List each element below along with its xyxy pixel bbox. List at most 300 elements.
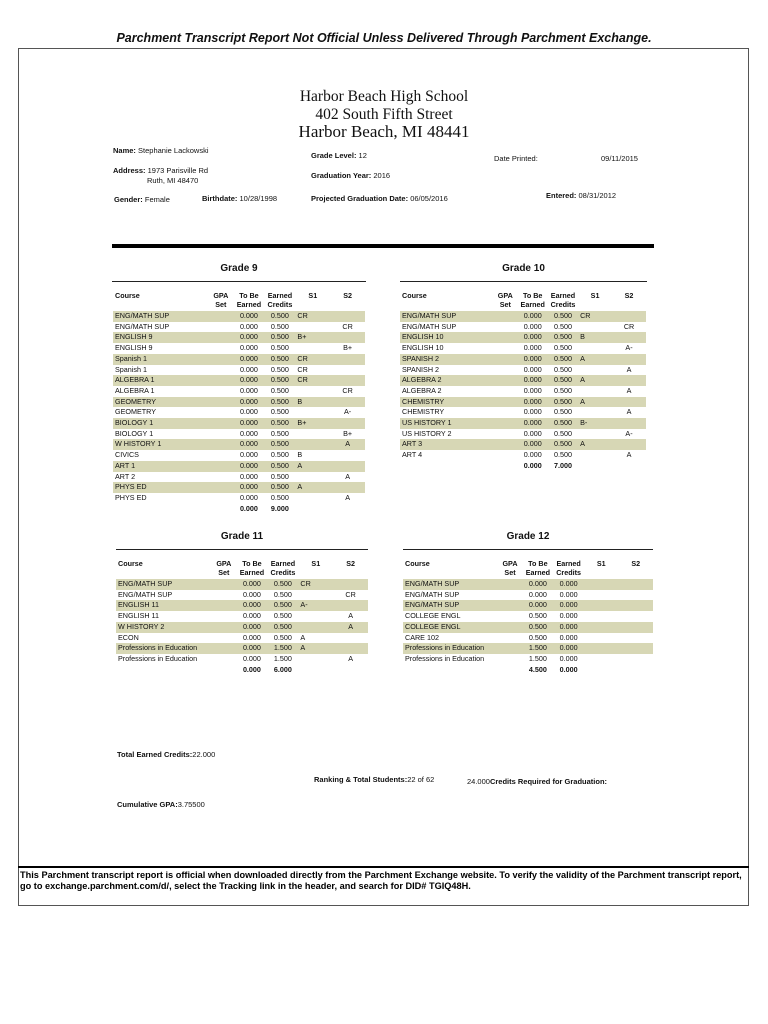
- address-line-1: 1973 Parisville Rd: [147, 166, 209, 175]
- to-be-earned-cell: 0.000: [518, 311, 548, 322]
- s1-grade-cell: [578, 450, 612, 461]
- col-gpa-set-header-text: Set: [499, 299, 511, 309]
- earned-credits-cell: 0.500: [270, 364, 289, 374]
- to-be-earned-cell: 0.000: [236, 622, 267, 633]
- s2-grade-cell: [612, 418, 646, 429]
- s2-grade-cell: [330, 354, 365, 365]
- gpa-set-cell: [211, 643, 236, 654]
- totals-blank: [612, 461, 646, 472]
- ranking-value: 22 of 62: [407, 775, 435, 784]
- gpa-set-cell: [208, 322, 233, 333]
- col-to-be-earned-header-text: To Be: [239, 291, 259, 300]
- gpa-set-cell: [493, 354, 518, 365]
- graduation-year-value: 2016: [373, 171, 391, 180]
- earned-credits-cell: 0.500: [548, 375, 578, 386]
- total-earned-value: 22.000: [192, 750, 216, 759]
- table-row: [113, 386, 365, 397]
- earned-credits-cell: 0.500: [264, 375, 295, 386]
- to-be-earned-cell: 0.000: [239, 321, 258, 331]
- to-be-earned-cell: 0.500: [523, 622, 554, 633]
- s2-grade-cell: [330, 397, 365, 408]
- course-cell: ART 4: [402, 450, 423, 460]
- totals-blank: [211, 665, 236, 676]
- totals-blank: [330, 504, 365, 515]
- col-gpa-set-header: [493, 292, 518, 311]
- student-address: [113, 166, 208, 176]
- total-earned-label: Total Earned Credits:: [117, 750, 193, 759]
- s2-grade-cell: B+: [343, 428, 353, 438]
- to-be-earned-cell: 0.000: [236, 600, 267, 611]
- to-be-earned-cell: 0.000: [236, 643, 267, 654]
- course-cell: Professions in Education: [405, 653, 485, 663]
- s2-grade-cell: [619, 654, 654, 665]
- to-be-earned-cell: 0.000: [242, 653, 261, 663]
- gpa-set-cell: [211, 633, 236, 644]
- col-gpa-set-header-text: GPA: [502, 559, 518, 568]
- col-to-be-earned-header-text: To Be: [528, 559, 548, 568]
- table-row: [113, 332, 365, 343]
- col-gpa-set-header-text: GPA: [497, 291, 513, 300]
- to-be-earned-cell: 0.000: [518, 332, 548, 343]
- course-cell: GEOMETRY: [115, 407, 157, 417]
- gpa-set-cell: [208, 375, 233, 386]
- gpa-set-cell: [211, 590, 236, 601]
- gpa-set-cell: [211, 600, 236, 611]
- s1-grade-cell: [295, 386, 330, 397]
- table-row: [113, 397, 365, 408]
- table-row: [116, 611, 368, 622]
- earned-credits-cell: 0.000: [559, 653, 578, 663]
- to-be-earned-cell: 0.000: [239, 364, 258, 374]
- course-cell: BIOLOGY 1: [113, 418, 208, 429]
- col-earned-credits-header-text: Credits: [270, 567, 296, 577]
- earned-credits-cell: 0.500: [273, 589, 292, 599]
- table-row: [400, 407, 646, 418]
- s1-grade-cell: [584, 579, 619, 590]
- col-to-be-earned-header: [523, 560, 554, 579]
- s2-grade-cell: CR: [342, 385, 353, 395]
- course-cell: ENG/MATH SUP: [403, 600, 498, 611]
- col-earned-credits-header: [548, 292, 578, 311]
- s2-grade-cell: A: [626, 385, 632, 395]
- earned-credits-cell: 0.500: [264, 461, 295, 472]
- date-printed-label: Date Printed:: [494, 154, 538, 163]
- totals-blank: [208, 504, 233, 515]
- s2-grade-cell: [619, 600, 654, 611]
- totals-blank: [333, 665, 368, 676]
- gpa-set-cell: [493, 386, 518, 397]
- to-be-earned-cell: 0.500: [528, 611, 547, 621]
- gpa-set-cell: [493, 375, 518, 386]
- table-row: [403, 590, 653, 601]
- totals-blank: [116, 665, 211, 676]
- col-course-header: [113, 292, 208, 311]
- totals-blank: [498, 665, 523, 676]
- totals-blank: [619, 665, 654, 676]
- to-be-earned-cell: 0.000: [233, 354, 264, 365]
- gpa-set-cell: [493, 429, 518, 440]
- totals-row: [113, 504, 365, 515]
- earned-credits-cell: 0.500: [553, 450, 572, 460]
- s1-grade-cell: [295, 343, 330, 354]
- col-gpa-set-header-text: Set: [215, 299, 227, 309]
- verification-notice: This Parchment transcript report is official when downloaded directly from the Parchment Exchange website. To verify the validity of the Parchment transcript report, go to exchange.parchment.com/d/, select the Tracking link in the header, and search for DID# TGIQ48H.: [20, 870, 742, 891]
- col-s1-header: [578, 292, 612, 311]
- gpa-set-cell: [493, 311, 518, 322]
- col-earned-credits-header: [264, 292, 295, 311]
- s1-grade-cell: CR: [297, 364, 308, 374]
- course-cell: ENGLISH 10: [402, 343, 444, 353]
- to-be-earned-cell: 0.000: [233, 311, 264, 322]
- s2-grade-cell: [612, 439, 646, 450]
- course-cell: COLLEGE ENGL: [403, 622, 498, 633]
- s2-grade-cell: [612, 375, 646, 386]
- gpa-set-cell: [498, 643, 523, 654]
- s2-grade-cell: A-: [625, 428, 633, 438]
- s1-grade-cell: CR: [578, 311, 612, 322]
- gpa-set-cell: [208, 343, 233, 354]
- table-row: [400, 429, 646, 440]
- s2-grade-cell: A: [345, 471, 350, 481]
- s2-grade-cell: A: [333, 622, 368, 633]
- course-cell: GEOMETRY: [113, 397, 208, 408]
- col-earned-credits-header-text: Earned: [267, 291, 293, 300]
- s1-grade-cell: [578, 322, 612, 333]
- col-course-header: [403, 560, 498, 579]
- earned-credits-cell: 0.000: [553, 643, 584, 654]
- grade-11-table: [116, 560, 368, 675]
- to-be-earned-cell: 0.000: [239, 492, 258, 502]
- s2-grade-cell: [330, 461, 365, 472]
- earned-credits-cell: 0.500: [548, 311, 578, 322]
- name-value: Stephanie Lackowski: [138, 146, 209, 155]
- totals-row: [116, 665, 368, 676]
- to-be-earned-cell: 0.000: [523, 321, 542, 331]
- address-line-2: Ruth, MI 48470: [147, 176, 199, 185]
- earned-credits-cell: 0.500: [267, 600, 298, 611]
- course-cell: ENG/MATH SUP: [118, 589, 173, 599]
- s1-grade-cell: B: [295, 397, 330, 408]
- table-row: [113, 354, 365, 365]
- s1-grade-cell: [584, 643, 619, 654]
- table-row: [116, 643, 368, 654]
- gpa-set-cell: [493, 450, 518, 461]
- s1-grade-cell: A: [578, 397, 612, 408]
- s2-grade-cell: CR: [345, 589, 356, 599]
- grade-level-label: Grade Level:: [311, 151, 357, 160]
- table-row: [400, 418, 646, 429]
- cumulative-gpa-value: 3.75500: [177, 800, 205, 809]
- gpa-set-cell: [498, 633, 523, 644]
- earned-credits-cell: 1.500: [267, 643, 298, 654]
- entered-label: Entered:: [546, 191, 577, 200]
- school-name: Harbor Beach High School: [299, 88, 469, 105]
- gpa-set-cell: [208, 311, 233, 322]
- to-be-earned-cell: 0.000: [528, 589, 547, 599]
- totals-blank: [400, 461, 493, 472]
- table-row: [400, 343, 646, 354]
- s1-grade-cell: [295, 322, 330, 333]
- s2-grade-cell: [619, 579, 654, 590]
- course-cell: Professions in Education: [118, 653, 198, 663]
- grade-9-title-rule: [112, 281, 366, 282]
- table-row: [113, 311, 365, 322]
- gpa-set-cell: [208, 439, 233, 450]
- s2-grade-cell: [619, 633, 654, 644]
- student-birthdate: [202, 194, 277, 204]
- totals-blank: [403, 665, 498, 676]
- s1-grade-cell: [295, 493, 330, 504]
- s2-grade-cell: [333, 579, 368, 590]
- col-gpa-set-header-text: GPA: [213, 291, 229, 300]
- s1-grade-cell: A: [578, 375, 612, 386]
- student-gender: [114, 195, 170, 205]
- grade-11-title: Grade 11: [220, 531, 264, 542]
- to-be-earned-cell: 0.000: [239, 385, 258, 395]
- grade-10-table: [400, 292, 646, 472]
- s2-grade-cell: [612, 354, 646, 365]
- col-course-header: [116, 560, 211, 579]
- gpa-set-cell: [208, 461, 233, 472]
- course-cell: CHEMISTRY: [402, 407, 445, 417]
- table-row: [113, 439, 365, 450]
- to-be-earned-cell: 0.000: [233, 482, 264, 493]
- earned-credits-cell: 0.500: [264, 332, 295, 343]
- s2-grade-cell: [619, 590, 654, 601]
- s1-grade-cell: [584, 633, 619, 644]
- to-be-earned-cell: 0.000: [233, 418, 264, 429]
- table-row: [400, 332, 646, 343]
- ranking-label: Ranking & Total Students:: [314, 775, 408, 784]
- totals-blank: [578, 461, 612, 472]
- s1-grade-cell: CR: [295, 311, 330, 322]
- s1-grade-cell: B+: [295, 418, 330, 429]
- section-divider: [112, 244, 654, 248]
- table-row: [116, 590, 368, 601]
- course-cell: ENG/MATH SUP: [116, 579, 211, 590]
- gpa-set-cell: [493, 343, 518, 354]
- s2-grade-cell: B+: [343, 343, 353, 353]
- s2-grade-cell: [330, 418, 365, 429]
- s1-grade-cell: A: [578, 354, 612, 365]
- gpa-set-cell: [208, 397, 233, 408]
- earned-credits-cell: 0.500: [264, 418, 295, 429]
- course-cell: ALGEBRA 2: [402, 385, 442, 395]
- ranking: [314, 775, 434, 784]
- total-to-be-earned: 4.500: [528, 664, 547, 674]
- earned-credits-cell: 0.500: [264, 354, 295, 365]
- graduation-year: [311, 171, 390, 181]
- gpa-set-cell: [208, 429, 233, 440]
- table-row: [400, 322, 646, 333]
- gpa-set-cell: [208, 407, 233, 418]
- s1-grade-cell: A: [300, 632, 306, 642]
- col-s2-header-text: S2: [624, 291, 634, 300]
- course-cell: W HISTORY 2: [116, 622, 211, 633]
- total-to-be-earned: 0.000: [239, 503, 258, 513]
- course-cell: CIVICS: [115, 450, 139, 460]
- table-row: [113, 365, 365, 376]
- credits-required: [467, 777, 607, 786]
- s2-grade-cell: A: [626, 407, 632, 417]
- to-be-earned-cell: 0.000: [518, 397, 548, 408]
- student-name: [113, 146, 209, 156]
- s1-grade-cell: [584, 590, 619, 601]
- col-s1-header-text: S1: [596, 559, 606, 568]
- earned-credits-cell: 0.500: [270, 471, 289, 481]
- table-row: [113, 461, 365, 472]
- official-notice-banner: Parchment Transcript Report Not Official Unless Delivered Through Parchment Exchange.: [116, 31, 652, 45]
- course-cell: CHEMISTRY: [400, 397, 493, 408]
- gpa-set-cell: [208, 418, 233, 429]
- s1-grade-cell: B: [578, 332, 612, 343]
- col-s2-header: [619, 560, 654, 579]
- earned-credits-cell: 0.500: [267, 622, 298, 633]
- col-s1-header: [295, 292, 330, 311]
- s2-grade-cell: A: [626, 450, 632, 460]
- course-cell: PHYS ED: [113, 482, 208, 493]
- table-header-row: [400, 292, 646, 311]
- col-course-header: [400, 292, 493, 311]
- totals-blank: [295, 504, 330, 515]
- projected-value: 06/05/2016: [410, 194, 448, 203]
- course-cell: W HISTORY 1: [113, 439, 208, 450]
- earned-credits-cell: 0.500: [270, 428, 289, 438]
- to-be-earned-cell: 0.000: [242, 611, 261, 621]
- table-row: [113, 407, 365, 418]
- earned-credits-cell: 0.500: [270, 321, 289, 331]
- grade-12-title: Grade 12: [506, 531, 550, 542]
- gpa-set-cell: [208, 332, 233, 343]
- grade-12-title-rule: [403, 549, 653, 550]
- col-gpa-set-header-text: Set: [504, 567, 516, 577]
- earned-credits-cell: 0.000: [553, 579, 584, 590]
- graduation-year-label: Graduation Year:: [311, 171, 372, 180]
- col-course-header-text: Course: [402, 291, 427, 300]
- to-be-earned-cell: 0.000: [523, 385, 542, 395]
- totals-row: [403, 665, 653, 676]
- col-gpa-set-header-text: GPA: [216, 559, 232, 568]
- s1-grade-cell: [584, 654, 619, 665]
- footer-divider: [18, 866, 749, 868]
- table-row: [113, 322, 365, 333]
- s2-grade-cell: A-: [625, 343, 633, 353]
- school-city: Harbor Beach, MI 48441: [298, 122, 470, 141]
- col-s1-header-text: S1: [308, 291, 318, 300]
- grade-10-title-rule: [400, 281, 647, 282]
- earned-credits-cell: 0.500: [548, 439, 578, 450]
- earned-credits-cell: 0.500: [553, 428, 572, 438]
- course-cell: Professions in Education: [116, 643, 211, 654]
- course-cell: ENG/MATH SUP: [113, 311, 208, 322]
- gpa-set-cell: [208, 450, 233, 461]
- table-row: [403, 622, 653, 633]
- col-to-be-earned-header-text: To Be: [523, 291, 543, 300]
- course-cell: Spanish 1: [115, 364, 147, 374]
- to-be-earned-cell: 1.500: [528, 653, 547, 663]
- gpa-set-cell: [498, 590, 523, 601]
- s2-grade-cell: [333, 633, 368, 644]
- col-earned-credits-header-text: Earned: [550, 291, 576, 300]
- gpa-set-cell: [498, 579, 523, 590]
- totals-row: [400, 461, 646, 472]
- course-cell: ART 1: [113, 461, 208, 472]
- table-header-row: [113, 292, 365, 311]
- table-row: [116, 622, 368, 633]
- total-earned-credits: 9.000: [270, 503, 289, 513]
- course-cell: COLLEGE ENGL: [405, 611, 461, 621]
- entered-value: 08/31/2012: [578, 191, 617, 200]
- to-be-earned-cell: 0.000: [523, 364, 542, 374]
- course-cell: CARE 102: [405, 632, 439, 642]
- table-row: [403, 633, 653, 644]
- to-be-earned-cell: 0.000: [236, 579, 267, 590]
- table-row: [400, 365, 646, 376]
- to-be-earned-cell: 0.000: [233, 461, 264, 472]
- col-gpa-set-header-text: Set: [218, 567, 230, 577]
- grade-9-title: Grade 9: [220, 263, 258, 274]
- gpa-set-cell: [498, 611, 523, 622]
- course-cell: PHYS ED: [115, 492, 147, 502]
- col-earned-credits-header-text: Credits: [267, 299, 293, 309]
- s2-grade-cell: [330, 482, 365, 493]
- col-s1-header-text: S1: [590, 291, 600, 300]
- grade-level-value: 12: [358, 151, 367, 160]
- cumulative-gpa-label: Cumulative GPA:: [117, 800, 178, 809]
- s2-grade-cell: A: [348, 653, 353, 663]
- to-be-earned-cell: 0.000: [523, 428, 542, 438]
- col-s2-header-text: S2: [343, 291, 352, 300]
- earned-credits-cell: 0.000: [553, 600, 584, 611]
- s1-grade-cell: A-: [298, 600, 333, 611]
- s2-grade-cell: [619, 643, 654, 654]
- name-label: Name:: [113, 146, 136, 155]
- course-cell: ENGLISH 9: [113, 332, 208, 343]
- course-cell: ENG/MATH SUP: [403, 579, 498, 590]
- s1-grade-cell: CR: [295, 354, 330, 365]
- s1-grade-cell: [578, 407, 612, 418]
- total-earned-credits: 6.000: [273, 664, 292, 674]
- totals-blank: [584, 665, 619, 676]
- course-cell: ENGLISH 11: [118, 611, 160, 621]
- s1-grade-cell: [578, 365, 612, 376]
- birthdate-value: 10/28/1998: [239, 194, 278, 203]
- s1-grade-cell: [578, 429, 612, 440]
- to-be-earned-cell: 0.000: [518, 354, 548, 365]
- earned-credits-cell: 0.000: [553, 622, 584, 633]
- col-gpa-set-header: [208, 292, 233, 311]
- col-s2-header: [330, 292, 365, 311]
- to-be-earned-cell: 0.000: [239, 450, 258, 460]
- table-row: [113, 472, 365, 483]
- grade-12-table: [403, 560, 653, 675]
- gpa-set-cell: [208, 482, 233, 493]
- s2-grade-cell: CR: [342, 321, 353, 331]
- gpa-set-cell: [493, 332, 518, 343]
- school-street: 402 South Fifth Street: [315, 106, 453, 123]
- s1-grade-cell: [295, 429, 330, 440]
- course-cell: ENGLISH 10: [400, 332, 493, 343]
- to-be-earned-cell: 0.000: [239, 428, 258, 438]
- course-cell: ENGLISH 11: [116, 600, 211, 611]
- table-row: [400, 354, 646, 365]
- s1-grade-cell: A: [298, 643, 333, 654]
- col-course-header-text: Course: [115, 291, 140, 300]
- col-s1-header-text: S1: [311, 559, 321, 568]
- col-earned-credits-header-text: Earned: [270, 559, 296, 568]
- to-be-earned-cell: 0.000: [523, 343, 542, 353]
- s1-grade-cell: [578, 386, 612, 397]
